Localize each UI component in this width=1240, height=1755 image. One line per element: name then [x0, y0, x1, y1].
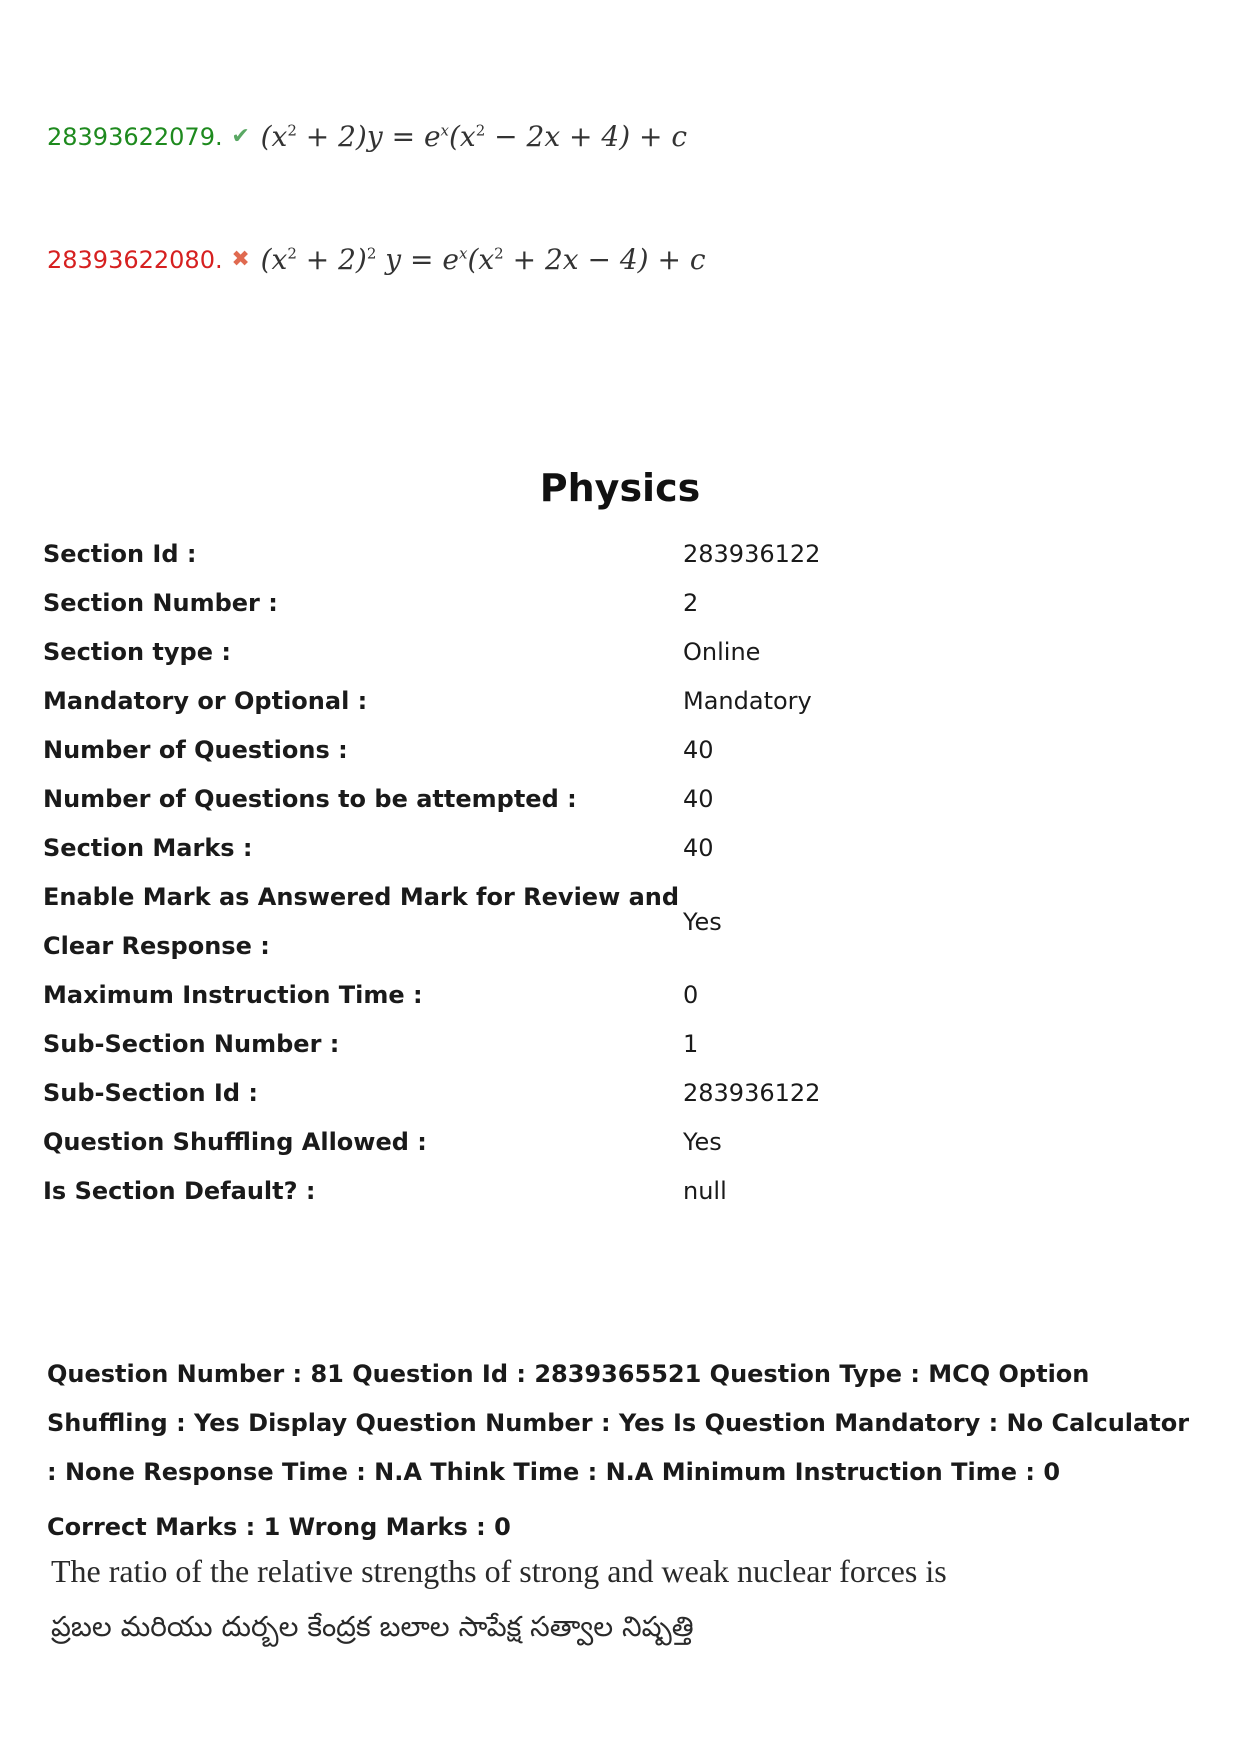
cross-icon: ✖ [231, 247, 250, 272]
info-label: Mandatory or Optional : [43, 687, 368, 715]
info-value: 0 [683, 981, 699, 1009]
info-value: 2 [683, 589, 699, 617]
info-row [43, 1167, 1193, 1216]
info-row [43, 1069, 1193, 1118]
info-value: 40 [683, 736, 714, 764]
info-row [43, 579, 1193, 628]
info-row [43, 971, 1193, 1020]
info-value: Online [683, 638, 761, 666]
info-row [43, 1118, 1193, 1167]
info-value: Yes [683, 1128, 722, 1156]
option-formula: $(x^2 + 2)^2$ $y = e^x(x^2 + 2x - 4) + c$ [260, 243, 706, 276]
info-label: Number of Questions to be attempted : [43, 785, 577, 813]
question-text-telugu: ప్రబల మరియు దుర్బల కేంద్రక బలాల సాపేక్ష సత్వాల నిష్పత్తి [51, 1610, 694, 1643]
info-value: 40 [683, 785, 714, 813]
info-label: Sub-Section Number : [43, 1030, 340, 1058]
info-row [43, 726, 1193, 775]
option-id: 28393622080. [47, 245, 223, 274]
info-row [43, 677, 1193, 726]
info-label: Question Shuffling Allowed : [43, 1128, 427, 1156]
option-id: 28393622079. [47, 122, 223, 151]
info-row [43, 628, 1193, 677]
info-value: 283936122 [683, 1079, 821, 1107]
info-value: 40 [683, 834, 714, 862]
question-text-english: The ratio of the relative strengths of strong and weak nuclear forces is [51, 1553, 947, 1589]
info-value: Mandatory [683, 687, 812, 715]
option-1 [47, 120, 687, 153]
info-value: null [683, 1177, 727, 1205]
info-label: Sub-Section Id : [43, 1079, 258, 1107]
option-2 [47, 243, 706, 276]
info-label: Number of Questions : [43, 736, 348, 764]
question-marks: Correct Marks : 1 Wrong Marks : 0 [47, 1513, 511, 1541]
info-label: Section Marks : [43, 834, 253, 862]
info-value: 283936122 [683, 540, 821, 568]
info-label: Section type : [43, 638, 231, 666]
section-title: Physics [539, 466, 701, 510]
info-label: Is Section Default? : [43, 1177, 316, 1205]
option-formula: $(x^2 + 2)y = e^x(x^2 - 2x + 4) + c$ [260, 120, 688, 153]
info-row [43, 530, 1193, 579]
section-info-table [43, 530, 1193, 1216]
check-icon: ✔ [231, 124, 250, 149]
info-label: Maximum Instruction Time : [43, 981, 423, 1009]
info-row [43, 775, 1193, 824]
info-label: Section Number : [43, 589, 278, 617]
info-value: Yes [683, 907, 722, 936]
question-meta: Question Number : 81 Question Id : 2839365521 Question Type : MCQ Option Shuffling : Yes Display Question Number : Yes Is Question Mandatory : No Calculator : None Response Time : N.A Think Time : N.A Minimum Instruction Time : 0 [47, 1360, 1190, 1486]
info-label: Section Id : [43, 540, 197, 568]
info-row [43, 873, 1193, 971]
info-label: Enable Mark as Answered Mark for Review and Clear Response : [43, 883, 680, 960]
info-row [43, 824, 1193, 873]
info-row [43, 1020, 1193, 1069]
question-meta-block [47, 1350, 1197, 1552]
info-value: 1 [683, 1030, 699, 1058]
